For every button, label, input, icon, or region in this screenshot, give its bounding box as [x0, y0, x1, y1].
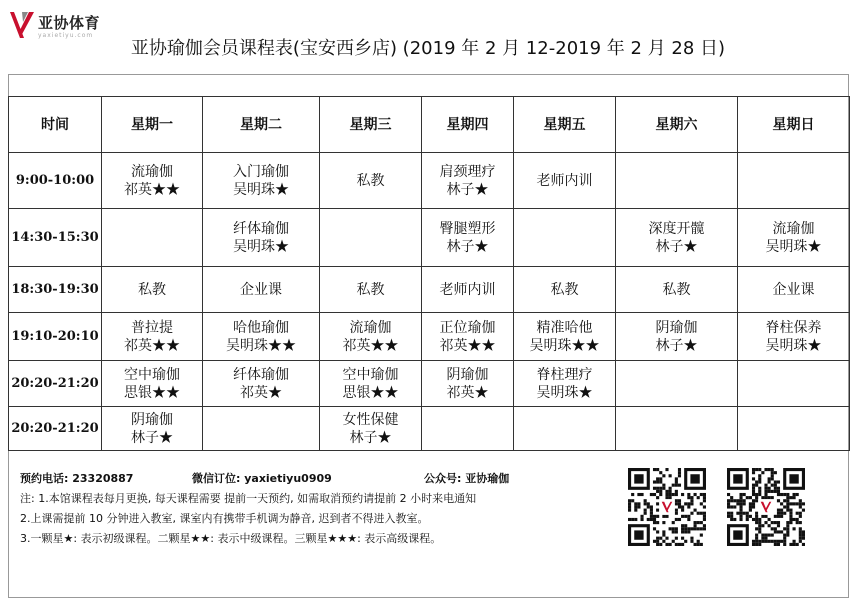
instructor-level: 祁英★★ [439, 337, 496, 354]
class-name: 企业课 [772, 281, 815, 298]
instructor-level: 思银★★ [342, 384, 399, 401]
instructor-level: 林子★ [655, 238, 698, 255]
instructor-level: 祁英★ [446, 384, 489, 401]
qr-code-icon [628, 468, 706, 546]
table-body [9, 153, 850, 451]
class-cell [514, 361, 616, 407]
time-slot: 9:00-10:00 [9, 153, 102, 209]
class-cell [422, 209, 514, 267]
class-cell [514, 267, 616, 313]
class-name: 老师内训 [439, 281, 496, 298]
class-name: 阴瑜伽 [655, 319, 698, 336]
instructor-level: 吴明珠★ [536, 384, 593, 401]
class-cell [738, 361, 850, 407]
class-cell [203, 153, 320, 209]
class-name: 正位瑜伽 [439, 319, 496, 336]
class-cell [102, 313, 203, 361]
class-name: 纤体瑜伽 [233, 366, 289, 383]
instructor-level: 祁英★★ [124, 337, 180, 354]
class-name: 普拉提 [131, 319, 173, 336]
header-weekday: 星期日 [738, 97, 850, 153]
class-name: 精准哈他 [536, 319, 593, 336]
class-name: 纤体瑜伽 [233, 220, 289, 237]
table-row [9, 153, 850, 209]
time-slot: 14:30-15:30 [9, 209, 102, 267]
class-name: 企业课 [240, 281, 282, 298]
instructor-level: 林子★ [446, 181, 489, 198]
class-cell [102, 209, 203, 267]
class-cell [616, 209, 738, 267]
class-cell [422, 407, 514, 451]
instructor-level: 吴明珠★ [765, 238, 822, 255]
note-line: 注: 1.本馆课程表每月更换, 每天课程需要 提前一天预约, 如需取消预约请提前 2 小时来电通知 [20, 492, 477, 505]
instructor-level: 吴明珠★★ [529, 337, 600, 354]
class-cell [320, 407, 422, 451]
booking-phone: 预约电话: 23320887 [20, 472, 134, 485]
class-name: 空中瑜伽 [124, 366, 180, 383]
class-name: 空中瑜伽 [342, 366, 399, 383]
class-cell [320, 361, 422, 407]
instructor-level: 吴明珠★ [233, 181, 289, 198]
class-cell [616, 267, 738, 313]
class-cell [738, 209, 850, 267]
page-title: 亚协瑜伽会员课程表(宝安西乡店) (2019 年 2 月 12-2019 年 2 月 28 日) [130, 38, 726, 59]
instructor-level: 林子★ [446, 238, 489, 255]
class-name: 深度开髋 [648, 220, 705, 237]
class-cell [738, 407, 850, 451]
class-name: 哈他瑜伽 [233, 319, 289, 336]
time-slot: 20:20-21:20 [9, 407, 102, 451]
table-row [9, 361, 850, 407]
class-cell [738, 267, 850, 313]
class-name: 入门瑜伽 [233, 163, 289, 180]
brand-subtitle: yaxietiyu.com [38, 32, 94, 39]
official-account: 公众号: 亚协瑜伽 [424, 472, 510, 485]
class-cell [616, 407, 738, 451]
header-weekday: 星期二 [203, 97, 320, 153]
table-header-row [9, 97, 850, 153]
note-line: 2.上课需提前 10 分钟进入教室, 课室内有携带手机调为静音, 迟到者不得进入教室。 [20, 512, 429, 525]
class-cell [616, 361, 738, 407]
class-cell [616, 313, 738, 361]
class-cell [102, 153, 203, 209]
class-cell [422, 153, 514, 209]
header-weekday: 星期三 [320, 97, 422, 153]
instructor-level: 林子★ [349, 429, 392, 446]
instructor-level: 吴明珠★ [233, 238, 289, 255]
instructor-level: 吴明珠★ [765, 337, 822, 354]
class-name: 脊柱保养 [765, 319, 822, 336]
class-name: 私教 [138, 281, 166, 298]
class-name: 流瑜伽 [349, 319, 392, 336]
qr-code-icon [727, 468, 805, 546]
instructor-level: 思银★★ [124, 384, 180, 401]
header-weekday: 星期六 [616, 97, 738, 153]
table-row [9, 267, 850, 313]
class-cell [203, 407, 320, 451]
instructor-level: 祁英★★ [342, 337, 399, 354]
class-name: 脊柱理疗 [536, 366, 593, 383]
class-cell [422, 313, 514, 361]
class-cell [738, 313, 850, 361]
class-cell [203, 209, 320, 267]
instructor-level: 林子★ [131, 429, 173, 446]
class-name: 老师内训 [536, 172, 593, 189]
class-name: 阴瑜伽 [131, 411, 173, 428]
table-row [9, 407, 850, 451]
time-slot: 20:20-21:20 [9, 361, 102, 407]
header-weekday: 星期四 [422, 97, 514, 153]
schedule-table [8, 96, 850, 451]
class-cell [102, 407, 203, 451]
table-row [9, 313, 850, 361]
header-weekday: 星期一 [102, 97, 203, 153]
wechat-booking: 微信订位: yaxietiyu0909 [192, 472, 332, 485]
class-cell [320, 267, 422, 313]
class-name: 流瑜伽 [131, 163, 173, 180]
class-cell [320, 153, 422, 209]
info-section [20, 469, 620, 549]
class-cell [320, 313, 422, 361]
contact-row [20, 469, 620, 489]
class-cell [203, 361, 320, 407]
class-name: 私教 [356, 281, 385, 298]
class-cell [616, 153, 738, 209]
class-cell [514, 407, 616, 451]
brand-name: 亚协体育 [38, 14, 101, 32]
class-cell [422, 361, 514, 407]
class-cell [422, 267, 514, 313]
class-cell [514, 153, 616, 209]
class-name: 臀腿塑形 [439, 220, 496, 237]
class-name: 私教 [662, 281, 691, 298]
class-name: 肩颈理疗 [439, 163, 496, 180]
class-name: 流瑜伽 [772, 220, 815, 237]
time-slot: 18:30-19:30 [9, 267, 102, 313]
class-name: 女性保健 [342, 411, 399, 428]
instructor-level: 吴明珠★★ [226, 337, 296, 354]
class-cell [102, 267, 203, 313]
instructor-level: 祁英★★ [124, 181, 180, 198]
class-cell [203, 313, 320, 361]
instructor-level: 祁英★ [240, 384, 282, 401]
class-cell [514, 313, 616, 361]
table-row [9, 209, 850, 267]
time-slot: 19:10-20:10 [9, 313, 102, 361]
class-name: 私教 [550, 281, 579, 298]
class-cell [738, 153, 850, 209]
note-line: 3.一颗星★: 表示初级课程。二颗星★★: 表示中级课程。三颗星★★★: 表示高级课程。 [20, 532, 442, 545]
class-cell [514, 209, 616, 267]
header-weekday: 星期五 [514, 97, 616, 153]
class-cell [102, 361, 203, 407]
header-time: 时间 [9, 97, 102, 153]
class-name: 阴瑜伽 [446, 366, 489, 383]
class-cell [203, 267, 320, 313]
class-cell [320, 209, 422, 267]
class-name: 私教 [356, 172, 385, 189]
instructor-level: 林子★ [655, 337, 698, 354]
